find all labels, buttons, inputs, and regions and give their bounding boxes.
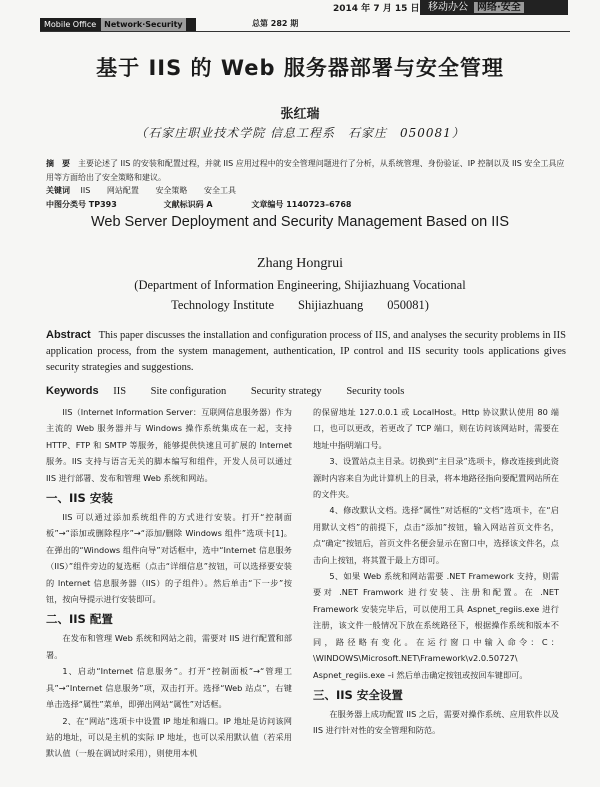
header-left-band — [40, 18, 196, 31]
author-cn: 张红瑞 — [280, 107, 320, 122]
keyword-en: Security strategy — [250, 386, 322, 397]
header-right-label: 移动办公 — [428, 2, 468, 13]
body-column-left — [46, 404, 292, 762]
keyword-cn: 安全工具 — [203, 186, 236, 195]
affiliation-cn: （石家庄职业技术学院 信息工程系 石家庄 050081） — [135, 126, 465, 140]
title-en: Web Server Deployment and Security Management Based on IIS — [90, 214, 510, 230]
keyword-en: IIS — [113, 386, 127, 397]
abstract-cn-label: 摘 要 — [46, 159, 70, 168]
paragraph-install: IIS 可以通过添加系统组件的方式进行安装。打开“控制面板”→“添加或删除程序”→“添加/删除 Windows 组件”选项卡[1]。在弹出的“Windows 组件向导”对话框中，选中“Internet 信息服务（IIS）”组件旁边的复选框（点击“详细信息”按钮，可以选择要安装的 Internet 信息服务器（IIS）的子组件）。然后单击“下一步”按钮，按向导提示进行安装即可。 — [46, 512, 292, 605]
doc-code-label: 文献标识码 — [163, 200, 204, 209]
article-no-value: 1140723–6768 — [286, 200, 352, 209]
abstract-en-label: Abstract — [46, 329, 91, 341]
section-heading-security: 三、IIS 安全设置 — [313, 687, 403, 702]
paragraph-config: 在发布和管理 Web 系统和网站之前，需要对 IIS 进行配置和部署。 — [46, 633, 292, 660]
paragraph-step3: 3、设置站点主目录。切换到“主目录”选项卡，修改连接到此资源时内容来自为此计算机上的目录，将本地路径指向要配置网站所在的文件夹。 — [313, 456, 559, 500]
keywords-cn-label: 关键词 — [46, 186, 70, 195]
keyword-cn: 网站配置 — [106, 186, 139, 195]
header-issue: 总第 282 期 — [252, 19, 299, 28]
header-right-section: 网络·安全 — [474, 2, 524, 13]
keyword-cn: IIS — [80, 186, 91, 195]
paragraph-intro: IIS（Internet Information Server：互联网信息服务器）作为主流的 Web 服务器并与 Windows 操作系统集成在一起，支持 HTTP、FTP 和 SMTP 等服务，能够提供快速且可扩展的 Internet 服务。IIS 支持与语言无关的脚本编写和组件，开发人员可以通过 IIS 进行部署、发布和管理 Web 系统和网站。 — [46, 407, 292, 483]
section-heading-config: 二、IIS 配置 — [46, 612, 113, 627]
paragraph-step2: 2、在“网站”选项卡中设置 IP 地址和端口。IP 地址是访问该网站的地址，可以是主机的实际 IP 地址，也可以采用默认值（若采用默认值（一般在调试时采用），则使用本机 — [46, 715, 292, 759]
classification — [46, 198, 570, 212]
affiliation-en-line2 — [0, 298, 600, 313]
clc-value: TP393 — [88, 200, 117, 209]
clc-label: 中图分类号 — [46, 200, 86, 209]
keywords-en — [46, 384, 566, 399]
article-no-label: 文章编号 — [251, 200, 284, 209]
affiliation-en-institute: Technology Institute — [171, 298, 274, 312]
paragraph-step1: 1、启动“Internet 信息服务”。打开“控制面板”→“管理工具”→“Internet 信息服务”项，双击打开。选择“Web 站点”，右键单击选择“属性”菜单，即弹出网站“属性”对话框。 — [46, 666, 292, 710]
author-en: Zhang Hongrui — [257, 256, 343, 271]
abstract-cn — [46, 157, 570, 185]
header-left-label: Mobile Office — [44, 20, 97, 29]
paragraph-step5: 5、如果 Web 系统和网站需要 .NET Framework 支持，则需要对 .NET Framwork 进行安装、注册和配置。在 .NET Framework 安装完毕后，可以使用工具 Aspnet_regiis.exe 进行注册，该文件一般情况下放在系统路径下，根据操作系统和版本不同，路径略有变化。在运行窗口中输入命令：C：\WINDOWS\Microsoft.NET\Framework\v2.0.50727\ Aspnet_regiis.exe –i 然后单击确定按钮或按回车键即可。 — [313, 571, 559, 680]
keywords-en-label: Keywords — [46, 385, 99, 397]
title-cn: 基于 IIS 的 Web 服务器部署与安全管理 — [96, 56, 504, 80]
section-heading-install: 一、IIS 安装 — [46, 491, 113, 506]
paragraph-step2-cont: 的保留地址 127.0.0.1 或 LocalHost。Http 协议默认使用 80 端口，也可以更改，若更改了 TCP 端口，则在访问该网站时，需要在地址中指明端口号。 — [313, 407, 559, 450]
abstract-en-text: This paper discusses the installation and configuration process of IIS, and analyses the security problems in IIS application process, from the system management, authentication, IP control and IIS security tools applications gives security strategies and suggestions. — [46, 330, 566, 373]
keyword-en: Site configuration — [150, 386, 227, 397]
abstract-cn-text: 主要论述了 IIS 的安装和配置过程，并就 IIS 应用过程中的安全管理问题进行了分析，从系统管理、身份验证、IP 控制以及 IIS 安全工具应用等方面给出了安全策略和建议。 — [46, 159, 565, 182]
doc-code-value: A — [206, 200, 213, 209]
abstract-en — [46, 327, 566, 376]
header-date: 2014 年 7 月 15 日 — [333, 4, 420, 14]
keyword-en: Security tools — [346, 386, 405, 397]
header-rule — [40, 31, 570, 32]
affiliation-en-zip: 050081) — [387, 298, 429, 312]
affiliation-en-line1: (Department of Information Engineering, Shijiazhuang Vocational — [134, 278, 466, 292]
header-left-section: Network·Security — [101, 18, 186, 31]
keyword-cn: 安全策略 — [155, 186, 188, 195]
paragraph-step4: 4、修改默认文档。选择“属性”对话框的“文档”选项卡，在“启用默认文档”的前提下，点击“添加”按钮，输入网站首页文件名，点“确定”按钮后，首页文件名便会显示在窗口中，选择该文件名，点击向上按钮，将其置于最上方即可。 — [313, 505, 559, 565]
paragraph-security: 在服务器上成功配置 IIS 之后，需要对操作系统、应用软件以及 IIS 进行针对性的安全管理和防范。 — [313, 708, 559, 736]
keywords-cn — [46, 184, 570, 198]
body-column-right — [313, 404, 559, 739]
header-right-band — [420, 0, 568, 15]
affiliation-en-city: Shijiazhuang — [298, 298, 364, 312]
